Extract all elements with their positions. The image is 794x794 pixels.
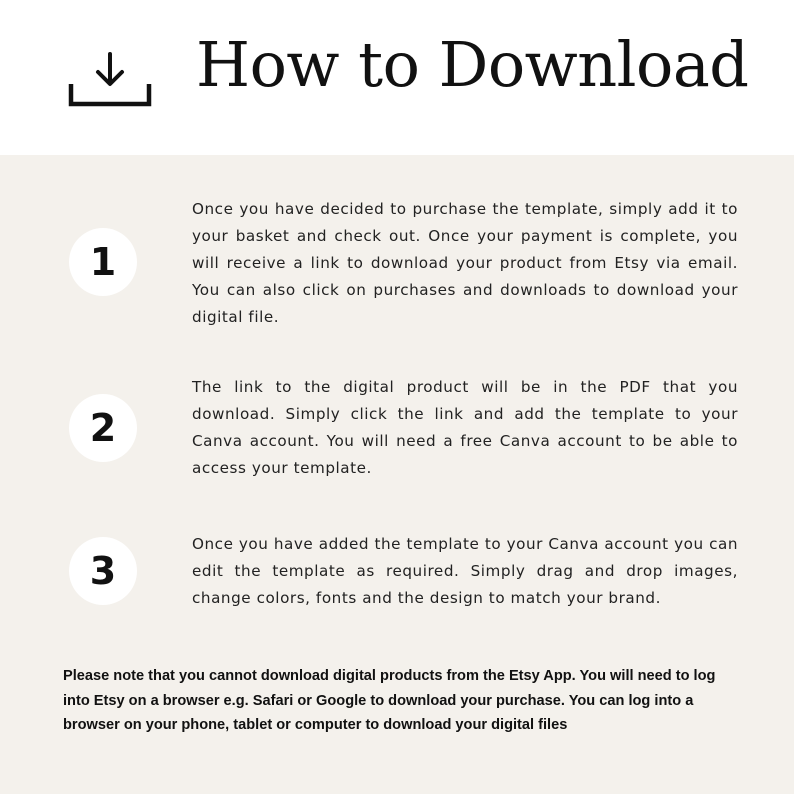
step-number-badge: 3 [69,537,137,605]
step-description: The link to the digital product will be in the PDF that you download. Simply click the link and add the template to your Canva account. You will need a free Canva account to be able to access your template. [192,378,738,477]
page-title: How to Download [196,28,749,101]
download-icon [68,52,152,108]
note-text: Please note that you cannot download digital products from the Etsy App. You will need to log into Etsy on a browser e.g. Safari or Google to download your purchase. You can log into a browser on your phone, tablet or computer to download your digital files [63,668,716,733]
step-number-badge: 1 [69,228,137,296]
step-description: Once you have added the template to your Canva account you can edit the template as required. Simply drag and drop images, change colors, fonts and the design to match your brand. [192,535,738,607]
step-description: Once you have decided to purchase the template, simply add it to your basket and check out. Once your payment is complete, you will receive a link to download your product from Etsy via email. You can also click on purchases and downloads to download your digital file. [192,200,738,326]
header [0,0,794,155]
step-number-badge: 2 [69,394,137,462]
